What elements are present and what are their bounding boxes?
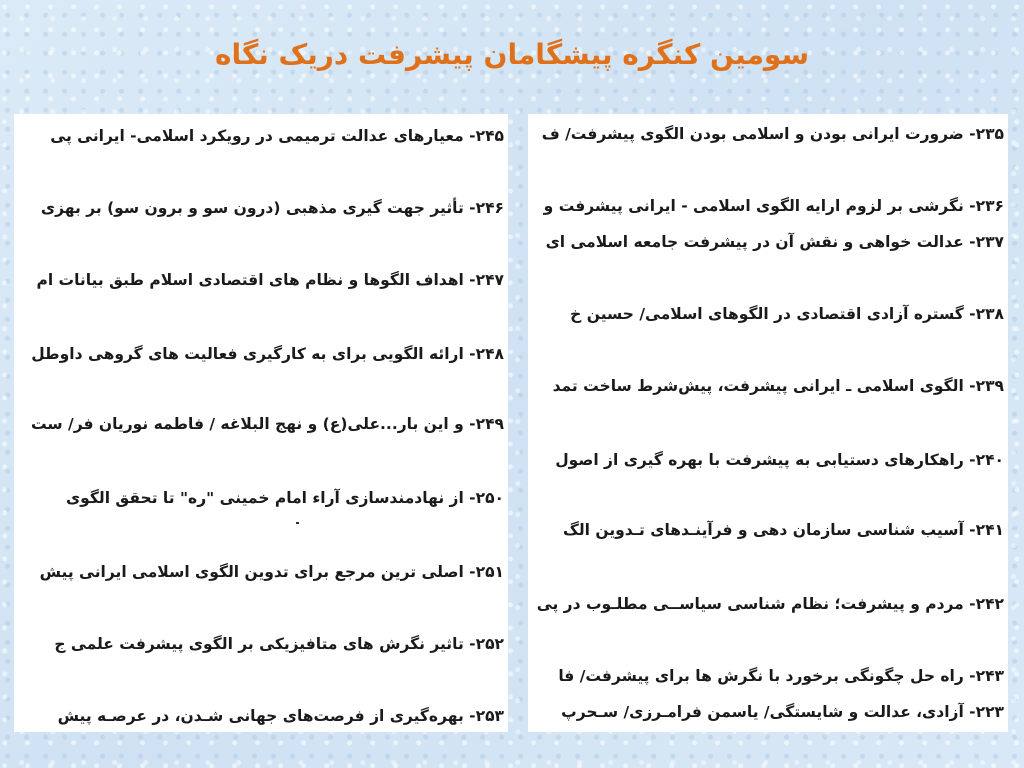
right-column-panel: [528, 114, 1008, 732]
list-item-223: ۲۲۳- آزادی، عدالت و شایستگی/ یاسمن فرامـرزی/ سـحرپ: [561, 703, 1004, 721]
list-item-250: ۲۵۰- از نهادمندسازی آراء امام خمینی "ره" تا تحقق الگوی: [65, 489, 504, 507]
list-item-240: ۲۴۰- راهکارهای دستیابی به پیشرفت با بهره گیری از اصول: [555, 451, 1004, 469]
list-item-247: ۲۴۷- اهداف الگوها و نظام های اقتصادی اسلام طبق بیانات ام: [36, 271, 504, 289]
list-item-238: ۲۳۸- گستره آزادی اقتصادی در الگوهای اسلامی/ حسین خ: [570, 305, 1004, 323]
list-item-236: ۲۳۶- نگرشی بر لزوم ارایه الگوی اسلامی - ایرانی پیشرفت و: [543, 197, 1004, 215]
list-item-241: ۲۴۱- آسیب شناسی سازمان دهی و فرآینـدهای تـدوین الگ: [562, 521, 1004, 539]
stray-mark: [296, 522, 299, 524]
list-item-243: ۲۴۳- راه حل چگونگی برخورد با نگرش ها برای پیشرفت/ فا: [558, 667, 1004, 685]
list-item-249: ۲۴۹- و این بار...علی(ع) و نهج البلاغه / فاطمه نوریان فر/ ست: [30, 415, 504, 433]
list-item-253: ۲۵۳- بهره‌گیری از فرصت‌های جهانی شـدن، در عرصـه پیش: [57, 707, 504, 725]
list-item-239: ۲۳۹- الگوی اسلامی ـ ایرانی پیشرفت، پیش‌شرط ساخت تمد: [552, 377, 1004, 395]
list-item-237: ۲۳۷- عدالت خواهی و نقش آن در پیشرفت جامعه اسلامی ای: [545, 233, 1004, 251]
list-item-242: ۲۴۲- مردم و پیشرفت؛ نظام شناسی سیاســی مطلـوب در پی: [536, 595, 1004, 613]
list-item-235: ۲۳۵- ضرورت ایرانی بودن و اسلامی بودن الگوی پیشرفت/ ف: [541, 125, 1004, 143]
list-item-248: ۲۴۸- ارائه الگویی برای به کارگیری فعالیت های گروهی داوطل: [31, 345, 504, 363]
list-item-252: ۲۵۲- تاثیر نگرش های متافیزیکی بر الگوی پیشرفت علمی ج: [54, 635, 504, 653]
list-item-245: ۲۴۵- معیارهای عدالت ترمیمی در رویکرد اسلامی- ایرانی پی: [50, 127, 504, 145]
left-column-panel: [14, 114, 508, 732]
list-item-251: ۲۵۱- اصلی ترین مرجع برای تدوین الگوی اسلامی ایرانی پیش: [39, 563, 504, 581]
page-title: سومین کنگره پیشگامان پیشرفت دریک نگاه: [214, 38, 810, 71]
list-item-246: ۲۴۶- تأثیر جهت گیری مذهبی (درون سو و برون سو) بر بهزی: [40, 199, 504, 217]
